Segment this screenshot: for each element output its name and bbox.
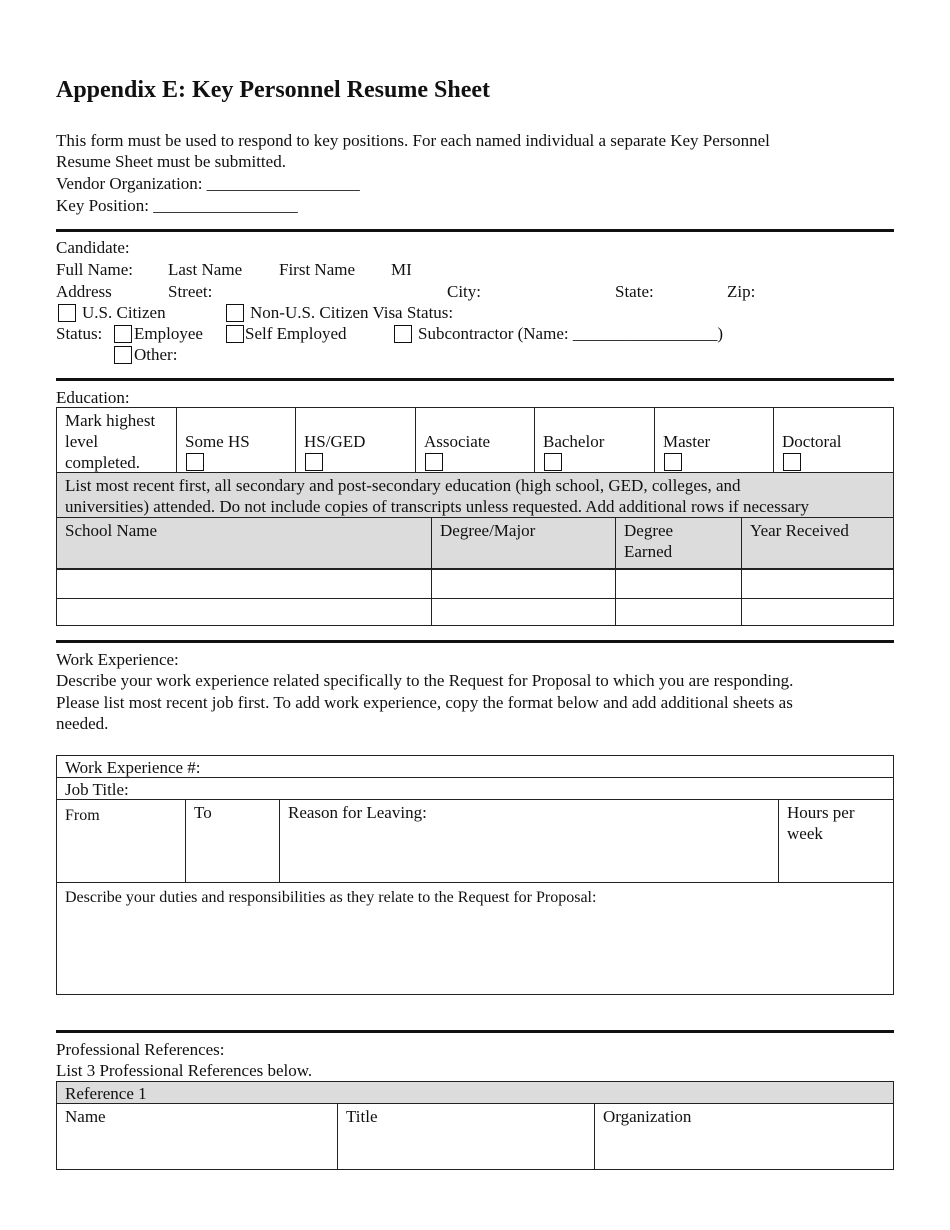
employee-checkbox[interactable]	[114, 325, 132, 343]
mark-highest-level-cell	[56, 407, 177, 473]
hs-ged-checkbox[interactable]	[305, 453, 323, 471]
subcontractor-checkbox[interactable]	[394, 325, 412, 343]
work-desc-line-3: needed.	[56, 714, 109, 733]
reference-title-label: Title	[346, 1107, 378, 1126]
self-employed-label: Self Employed	[245, 324, 347, 343]
reference-name-label: Name	[65, 1107, 106, 1126]
duties-label: Describe your duties and responsibilities as they relate to the Request for Proposal:	[65, 889, 597, 906]
job-title-label: Job Title:	[65, 780, 129, 799]
work-experience-number-field[interactable]	[56, 755, 894, 778]
instructions-line-1: List most recent first, all secondary and post-secondary education (high school, GED, colleges, and	[65, 476, 741, 495]
reason-for-leaving-field[interactable]	[279, 799, 779, 883]
master-checkbox[interactable]	[664, 453, 682, 471]
other-label: Other:	[134, 345, 178, 364]
reference-title-field[interactable]	[337, 1103, 595, 1170]
candidate-label: Candidate:	[56, 238, 130, 257]
bachelor-checkbox[interactable]	[544, 453, 562, 471]
education-cell[interactable]	[56, 598, 432, 626]
work-desc-line-1: Describe your work experience related specifically to the Request for Proposal to which you are responding.	[56, 671, 794, 690]
duties-field[interactable]	[56, 882, 894, 995]
associate-checkbox[interactable]	[425, 453, 443, 471]
us-citizen-label: U.S. Citizen	[82, 303, 166, 322]
mark-line-3: completed.	[65, 453, 141, 472]
column-header-degree-earned	[615, 517, 742, 569]
section-divider	[56, 229, 894, 232]
year-received-header: Year Received	[750, 521, 849, 540]
last-name-field[interactable]: Last Name	[168, 260, 243, 279]
section-divider	[56, 378, 894, 381]
state-field[interactable]: State:	[615, 282, 654, 301]
mi-field[interactable]: MI	[391, 260, 412, 279]
key-position-field[interactable]: Key Position: _________________	[56, 196, 298, 215]
column-header-degree-major	[431, 517, 616, 569]
reference-1-label: Reference 1	[65, 1084, 147, 1103]
vendor-organization-field[interactable]: Vendor Organization: __________________	[56, 174, 360, 193]
intro-text-line-1: This form must be used to respond to key positions. For each named individual a separate Key Personnel	[56, 131, 770, 150]
other-checkbox[interactable]	[114, 346, 132, 364]
status-label: Status:	[56, 324, 103, 343]
reference-organization-field[interactable]	[594, 1103, 894, 1170]
instructions-line-2: universities) attended. Do not include copies of transcripts unless requested. Add additional rows if necessary	[65, 497, 810, 516]
from-label: From	[65, 807, 100, 824]
city-field[interactable]: City:	[447, 282, 482, 301]
address-label: Address	[56, 282, 112, 301]
level-label: Associate	[424, 432, 491, 451]
full-name-label: Full Name:	[56, 260, 133, 279]
self-employed-checkbox[interactable]	[226, 325, 244, 343]
education-cell[interactable]	[431, 598, 616, 626]
to-label: To	[194, 803, 212, 822]
degree-earned-header-line-2: Earned	[624, 542, 673, 561]
level-label: HS/GED	[304, 432, 366, 451]
to-field[interactable]	[185, 799, 280, 883]
work-desc-line-2: Please list most recent job first. To add work experience, copy the format below and add additional sheets as	[56, 693, 793, 712]
some-hs-checkbox[interactable]	[186, 453, 204, 471]
reference-1-header	[56, 1081, 894, 1104]
zip-field[interactable]: Zip:	[727, 282, 756, 301]
education-cell[interactable]	[615, 568, 742, 599]
section-divider	[56, 640, 894, 643]
street-field[interactable]: Street:	[168, 282, 213, 301]
reference-name-field[interactable]	[56, 1103, 338, 1170]
education-cell[interactable]	[741, 598, 894, 626]
hours-per-week-field[interactable]	[778, 799, 894, 883]
hours-per-week-label-line-2: week	[787, 824, 823, 843]
column-header-year	[741, 517, 894, 569]
us-citizen-checkbox[interactable]	[58, 304, 76, 322]
column-header-school	[56, 517, 432, 569]
non-us-citizen-checkbox[interactable]	[226, 304, 244, 322]
degree-major-header: Degree/Major	[440, 521, 536, 540]
education-cell[interactable]	[431, 568, 616, 599]
school-name-header: School Name	[65, 521, 158, 540]
non-us-citizen-label: Non-U.S. Citizen Visa Status:	[250, 303, 454, 322]
level-label: Master	[663, 432, 711, 451]
education-label: Education:	[56, 388, 130, 407]
level-label: Doctoral	[782, 432, 842, 451]
degree-earned-header-line-1: Degree	[624, 521, 674, 540]
mark-line-2: level	[65, 432, 99, 451]
subcontractor-label[interactable]: Subcontractor (Name: _________________)	[418, 324, 723, 343]
level-label: Bachelor	[543, 432, 605, 451]
hours-per-week-label-line-1: Hours per	[787, 803, 855, 822]
education-instructions	[56, 472, 894, 518]
work-experience-number-label: Work Experience #:	[65, 758, 201, 777]
from-field[interactable]	[56, 799, 186, 883]
page-title: Appendix E: Key Personnel Resume Sheet	[56, 77, 490, 103]
level-label: Some HS	[185, 432, 250, 451]
first-name-field[interactable]: First Name	[279, 260, 356, 279]
references-desc: List 3 Professional References below.	[56, 1061, 313, 1080]
job-title-field[interactable]	[56, 777, 894, 800]
education-cell[interactable]	[741, 568, 894, 599]
intro-text-line-2: Resume Sheet must be submitted.	[56, 152, 286, 171]
work-experience-label: Work Experience:	[56, 650, 179, 669]
doctoral-checkbox[interactable]	[783, 453, 801, 471]
education-cell[interactable]	[56, 568, 432, 599]
section-divider	[56, 1030, 894, 1033]
mark-line-1: Mark highest	[65, 411, 156, 430]
reason-for-leaving-label: Reason for Leaving:	[288, 803, 427, 822]
education-cell[interactable]	[615, 598, 742, 626]
references-label: Professional References:	[56, 1040, 225, 1059]
employee-label: Employee	[134, 324, 203, 343]
reference-organization-label: Organization	[603, 1107, 692, 1126]
